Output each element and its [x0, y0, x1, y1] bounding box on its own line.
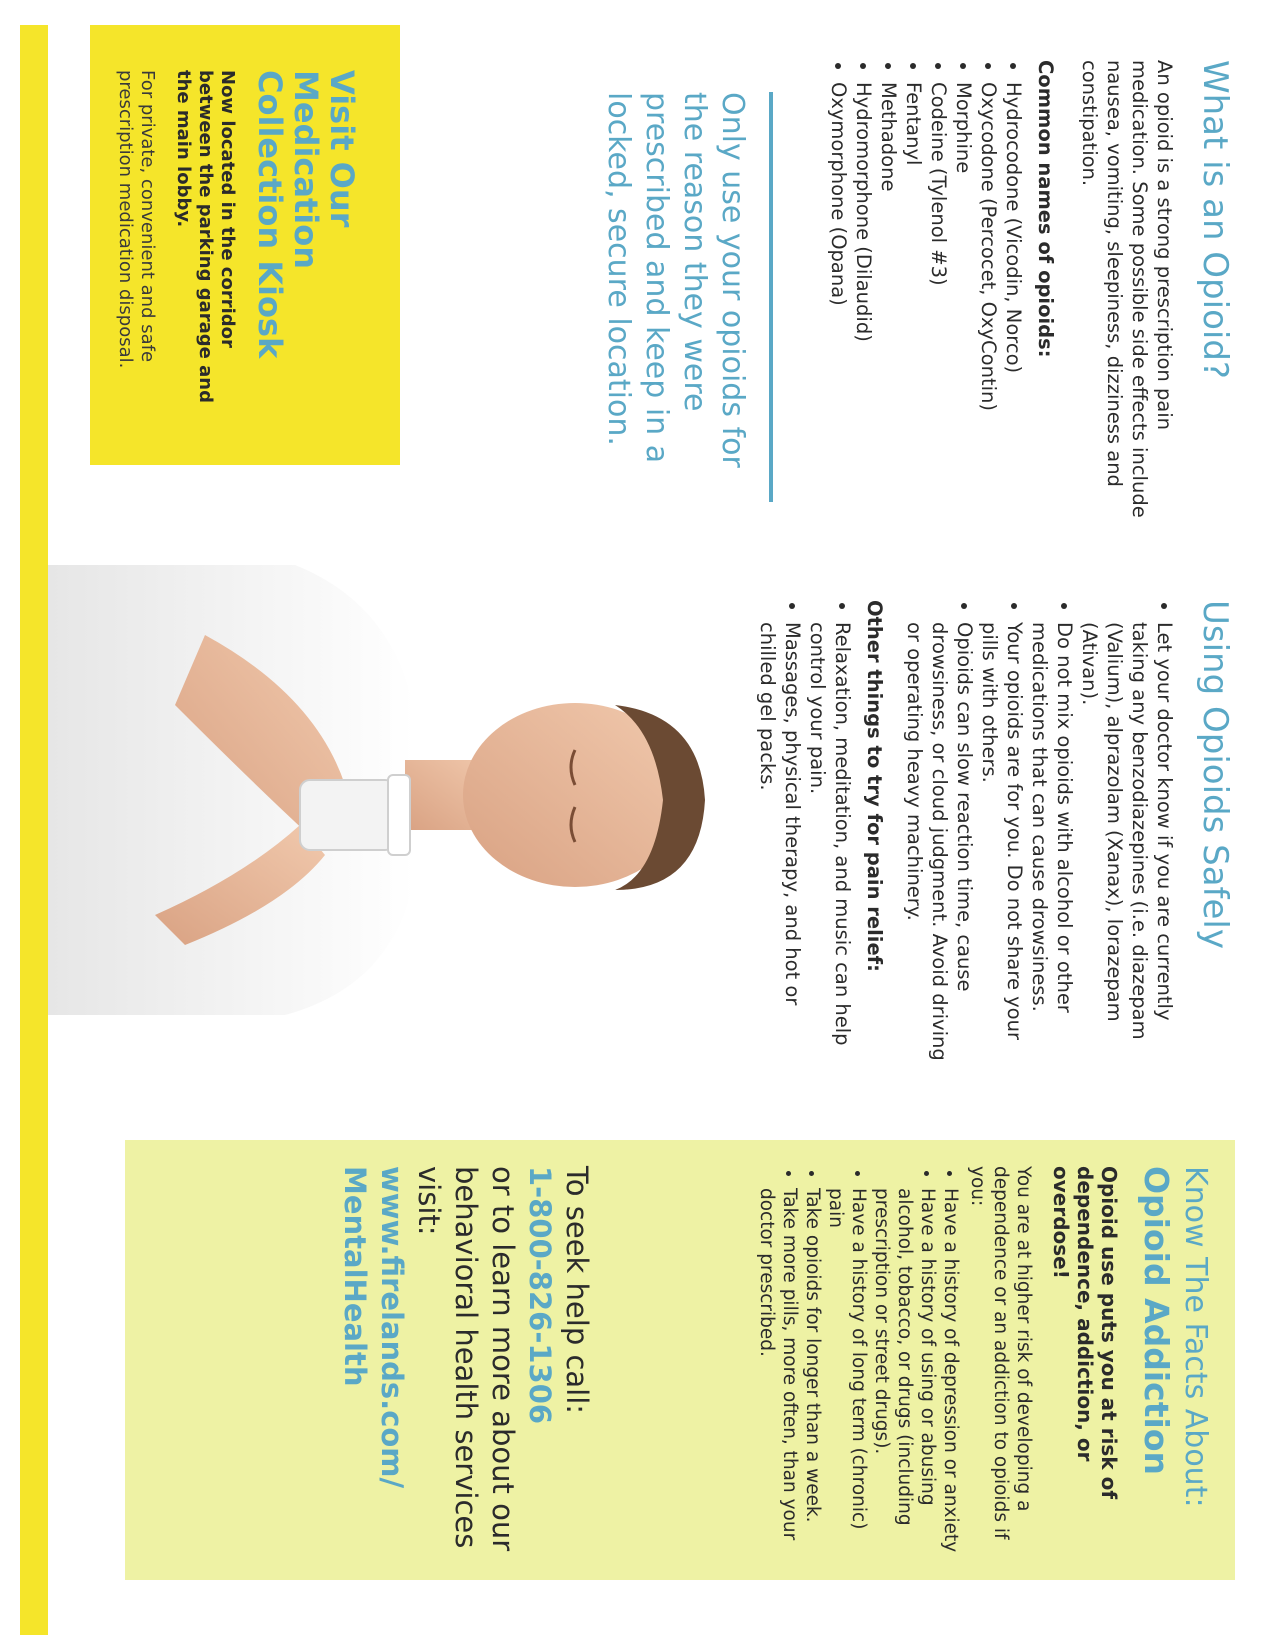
- using-opioids-safely-title: Using Opioids Safely: [1195, 600, 1235, 949]
- list-item: • Your opioids are for you. Do not share your pills with others.: [977, 622, 1027, 1070]
- help-phone-number[interactable]: 1-800-826-1306: [523, 1166, 557, 1425]
- what-is-opioid-panel: [810, 60, 1235, 530]
- list-item: • Morphine: [951, 82, 976, 530]
- list-item: • Oxymorphone (Opana): [826, 82, 851, 530]
- risk-warning: Opioid use puts you at risk of dependence, addiction, or overdose!: [1049, 1166, 1121, 1500]
- pain-relief-list: [755, 600, 855, 1070]
- list-item: • Take opioids for longer than a week.: [801, 1188, 824, 1556]
- list-item: • Hydrocodone (Vicodin, Norco): [1001, 82, 1026, 530]
- list-item: • Massages, physical therapy, and hot or chilled gel packs.: [755, 622, 805, 1070]
- safety-tips-list: [902, 600, 1177, 1070]
- kiosk-callout: [90, 25, 400, 465]
- risk-factors-list: [755, 1166, 962, 1556]
- kiosk-title: Visit Our Medication Collection Kiosk: [251, 70, 361, 359]
- help-more-info: or to learn more about our behavioral health services visit:: [412, 1166, 520, 1552]
- list-item: • Do not mix opioids with alcohol or other medications that can cause drowsiness.: [1027, 622, 1077, 1070]
- opioid-addiction-panel: [125, 1140, 1235, 1580]
- list-item: • Opioids can slow reaction time, cause drowsiness, or cloud judgment. Avoid driving or operating heavy machinery.: [902, 622, 977, 1070]
- opioid-names-list: [826, 60, 1026, 530]
- list-item: • Have a history of using or abusing alcohol, tobacco, or drugs (including prescription or street drugs).: [870, 1188, 939, 1556]
- yellow-edge-strip: [20, 25, 48, 1635]
- opioid-names-heading: Common names of opioids:: [1034, 60, 1057, 358]
- storage-pullquote: Only use your opioids for the reason they were prescribed and keep in a locked, secure location.: [599, 92, 773, 502]
- kiosk-note: For private, convenient and safe prescription medication disposal.: [115, 70, 158, 369]
- using-opioids-safely-panel: [739, 600, 1235, 1070]
- list-item: • Have a history of long term (chronic) pain: [824, 1188, 870, 1556]
- list-item: • Have a history of depression or anxiety: [939, 1188, 962, 1556]
- list-item: • Oxycodone (Percocet, OxyContin): [976, 82, 1001, 530]
- opioid-addiction-title: Opioid Addiction: [1137, 1166, 1176, 1475]
- list-item: • Methadone: [876, 82, 901, 530]
- list-item: • Let your doctor know if you are currently taking any benzodiazepines (i.e. diazepam (Valium), alprazolam (Xanax), lorazepam (Ativan).: [1077, 622, 1177, 1070]
- list-item: • Take more pills, more often, than your doctor prescribed.: [755, 1188, 801, 1556]
- what-is-opioid-title: What is an Opioid?: [1195, 60, 1235, 379]
- facts-kicker: Know The Facts About:: [1178, 1166, 1213, 1508]
- mental-health-url[interactable]: www.firelands.com/ MentalHealth: [338, 1166, 409, 1489]
- pain-relief-heading: Other things to try for pain relief:: [863, 600, 886, 972]
- list-item: • Hydromorphone (Dilaudid): [851, 82, 876, 530]
- help-contact-block: [336, 1166, 595, 1556]
- list-item: • Codeine (Tylenol #3): [926, 82, 951, 530]
- kiosk-location: Now located in the corridor between the parking garage and the main lobby.: [173, 70, 238, 403]
- help-intro: To seek help call:: [560, 1166, 594, 1415]
- risk-intro: You are at higher risk of developing a dependence or an addiction to opioids if you:: [967, 1166, 1034, 1540]
- list-item: • Fentanyl: [901, 82, 926, 530]
- list-item: • Relaxation, meditation, and music can help control your pain.: [805, 622, 855, 1070]
- opioid-intro: An opioid is a strong prescription pain medication. Some possible side effects include nausea, vomiting, sleepiness, dizziness and constipation.: [1078, 60, 1176, 518]
